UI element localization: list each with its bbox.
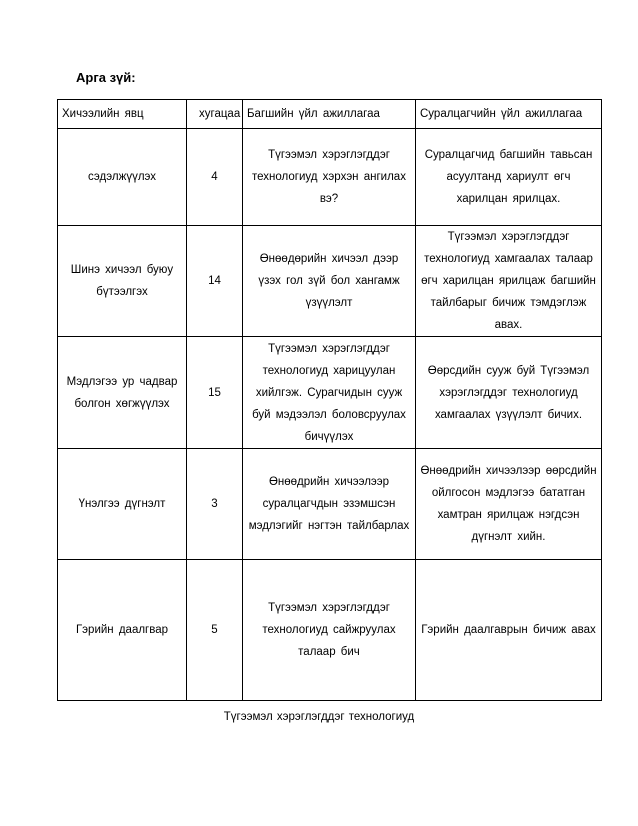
cell-lesson-step: Шинэ хичээл буюу бүтээлгэх [58,226,187,337]
cell-lesson-step: Гэрийн даалгвар [58,560,187,701]
lesson-plan-table [57,99,602,701]
cell-teacher-activity: Түгээмэл хэрэглэгддэг технологиуд хэрхэн ангилах вэ? [243,129,416,226]
cell-student-activity: Гэрийн даалгаврын бичиж авах [416,560,602,701]
cell-duration: 4 [187,129,243,226]
cell-lesson-step: Мэдлэгээ ур чадвар болгон хөгжүүлэх [58,337,187,449]
table-row [58,560,602,701]
cell-lesson-step: сэдэлжүүлэх [58,129,187,226]
table-row [58,129,602,226]
table-caption: Түгээмэл хэрэглэгддэг технологиуд [223,711,415,723]
header-student-activity: Суралцагчийн үйл ажиллагаа [416,100,602,129]
cell-student-activity: Өнөөдрийн хичээлээр өөрсдийн ойлгосон мэдлэгээ бататган хамтран ярилцаж нэгдсэн дүгнэлт хийн. [416,449,602,560]
section-heading: Арга зүй: [76,70,136,85]
table-header-row [58,100,602,129]
cell-duration: 15 [187,337,243,449]
cell-student-activity: Түгээмэл хэрэглэгддэг технологиуд хамгаалах талаар өгч харилцан ярилцаж багшийн тайлбарыг бичиж тэмдэглэж авах. [416,226,602,337]
cell-lesson-step: Үнэлгээ дүгнэлт [58,449,187,560]
table-row [58,449,602,560]
cell-student-activity: Өөрсдийн сууж буй Түгээмэл хэрэглэгддэг технологиуд хамгаалах үзүүлэлт бичих. [416,337,602,449]
header-lesson-step: Хичээлийн явц [58,100,187,129]
table-row [58,337,602,449]
cell-student-activity: Суралцагчид багшийн тавьсан асуултанд хариулт өгч харилцан ярилцах. [416,129,602,226]
header-teacher-activity: Багшийн үйл ажиллагаа [243,100,416,129]
cell-teacher-activity: Түгээмэл хэрэглэгддэг технологиуд харицуулан хийлгэж. Сурагчидын сууж буй мэдээлэл боловсруулах бичүүлэх [243,337,416,449]
cell-duration: 14 [187,226,243,337]
cell-duration: 3 [187,449,243,560]
cell-teacher-activity: Түгээмэл хэрэглэгддэг технологиуд сайжруулах талаар бич [243,560,416,701]
header-duration: хугацаа [187,100,243,129]
cell-teacher-activity: Өнөөдрийн хичээлээр суралцагчдын эзэмшсэн мэдлэгийг нэгтэн тайлбарлах [243,449,416,560]
table-row [58,226,602,337]
cell-teacher-activity: Өнөөдөрийн хичээл дээр үзэх гол зүй бол хангамж үзүүлэлт [243,226,416,337]
cell-duration: 5 [187,560,243,701]
